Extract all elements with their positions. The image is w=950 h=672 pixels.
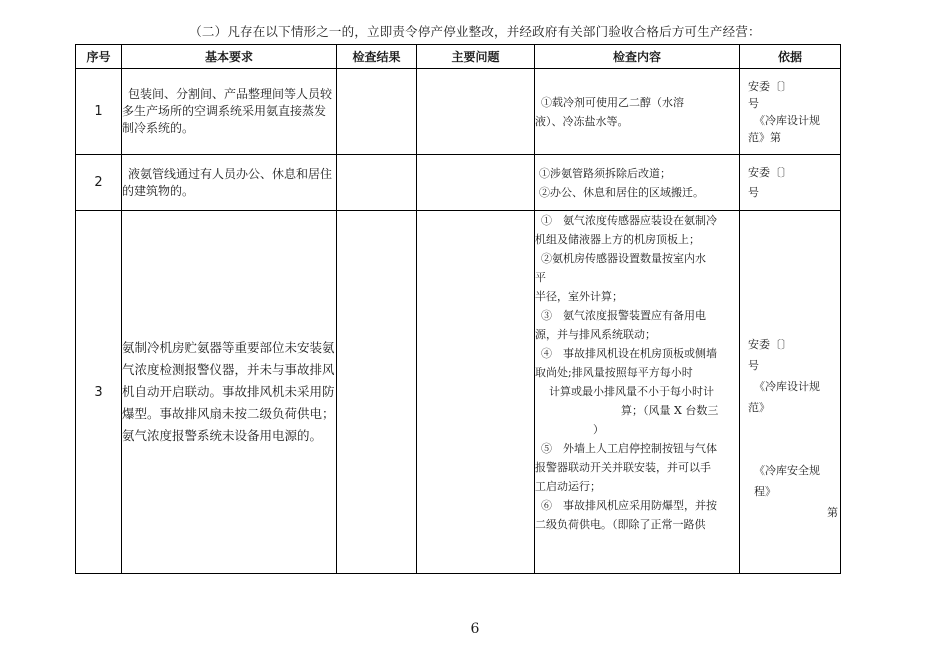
- inspection-line: 液）、冷冻盐水等。: [535, 114, 629, 128]
- row-requirement-text: 包装间、分割间、产品整理间等人员较多生产场所的空调系统采用氨直接蒸发制冷系统的。: [122, 87, 333, 135]
- column-header-basic-requirement: 基本要求: [122, 45, 337, 69]
- section-heading: （二）凡存在以下情形之一的，立即责令停产停业整改，并经政府有关部门验收合格后方可生产经营：: [189, 24, 761, 39]
- basis-line: 《冷库设计规: [754, 113, 820, 127]
- row-inspection-content: [535, 155, 740, 211]
- inspection-line: ⑤ 外墙上人工启停控制按钮与气体: [541, 442, 717, 455]
- row-requirement: [122, 155, 337, 211]
- basis-line: 号: [748, 96, 759, 110]
- inspection-line: 二级负荷供电。（即除了正常一路供: [535, 518, 706, 531]
- inspection-line: ②氨机房传感器设置数量按室内水: [541, 252, 706, 265]
- inspection-line: ）: [593, 423, 604, 436]
- row-basis: [740, 69, 841, 155]
- row-basis: [740, 211, 841, 574]
- table-row: [76, 211, 841, 574]
- inspection-line: ③ 氨气浓度报警装置应有备用电: [541, 309, 706, 322]
- basis-line: 《冷库设计规: [754, 379, 820, 393]
- inspection-line: 工启动运行；: [535, 480, 601, 493]
- basis-line: 安委〔〕: [748, 337, 792, 351]
- inspection-line: ①涉氨管路须拆除后改道；: [539, 166, 671, 180]
- row-requirement: [122, 69, 337, 155]
- row-requirement-text: 液氨管线通过有人员办公、休息和居住的建筑物的。: [122, 166, 333, 198]
- column-header-main-problem: 主要问题: [417, 45, 535, 69]
- basis-line: 安委〔〕: [748, 79, 792, 93]
- inspection-line: 半径，室外计算；: [535, 290, 623, 303]
- row-requirement: 氨制冷机房贮氨器等重要部位未安装氨气浓度检测报警仪器，并未与事故排风机自动开启联动。事故排风机未采用防爆型。事故排风扇未按二级负荷供电；氨气浓度报警系统未设备用电源的。: [122, 211, 337, 574]
- row-check-result-cell: [337, 211, 417, 574]
- basis-line: 《冷库安全规: [754, 463, 820, 477]
- row-check-result-cell: [337, 155, 417, 211]
- column-header-seq: 序号: [76, 45, 122, 69]
- basis-line: 安委〔〕: [748, 165, 792, 179]
- basis-line: 范》: [748, 400, 770, 414]
- row-main-problem-cell: [417, 155, 535, 211]
- table-header-row: [76, 45, 841, 69]
- row-check-result-cell: [337, 69, 417, 155]
- inspection-line: 报警器联动开关并联安装，并可以手: [535, 461, 711, 474]
- table-row: [76, 155, 841, 211]
- column-header-inspection-content: 检查内容: [535, 45, 740, 69]
- row-seq: 2: [76, 155, 122, 211]
- inspection-table: [75, 44, 841, 574]
- row-inspection-content: [535, 211, 740, 574]
- inspection-line: 取尚处;排风量按照每平方每小时: [535, 366, 693, 379]
- row-seq: 3: [76, 211, 122, 574]
- page-number: 6: [470, 621, 480, 637]
- inspection-line: ④ 事故排风机设在机房顶板或侧墙: [541, 347, 717, 360]
- inspection-line: 源，并与排风系统联动；: [535, 328, 656, 341]
- basis-line: 号: [748, 358, 759, 372]
- inspection-line: 计算或最小排风量不小于每小时计: [549, 385, 714, 398]
- row-seq: 1: [76, 69, 122, 155]
- column-header-check-result: 检查结果: [337, 45, 417, 69]
- inspection-line: ① 氨气浓度传感器应装设在氨制冷: [541, 214, 717, 227]
- basis-line: 号: [748, 185, 759, 199]
- column-header-basis: 依据: [740, 45, 841, 69]
- basis-line: 第: [827, 505, 838, 519]
- inspection-line: 算；（风量 X 台数三: [621, 404, 719, 417]
- inspection-line: ①载冷剂可使用乙二醇（水溶: [541, 95, 684, 109]
- inspection-line: ②办公、休息和居住的区域搬迁。: [539, 185, 704, 199]
- row-main-problem-cell: [417, 69, 535, 155]
- row-basis: [740, 155, 841, 211]
- row-inspection-content: [535, 69, 740, 155]
- inspection-line: 机组及储液器上方的机房顶板上；: [535, 233, 700, 246]
- basis-line: 范》第: [748, 130, 781, 144]
- inspection-line: 平: [535, 271, 546, 284]
- basis-line: 程》: [754, 484, 776, 498]
- table-row: [76, 69, 841, 155]
- inspection-line: ⑥ 事故排风机应采用防爆型，并按: [541, 499, 717, 512]
- row-main-problem-cell: [417, 211, 535, 574]
